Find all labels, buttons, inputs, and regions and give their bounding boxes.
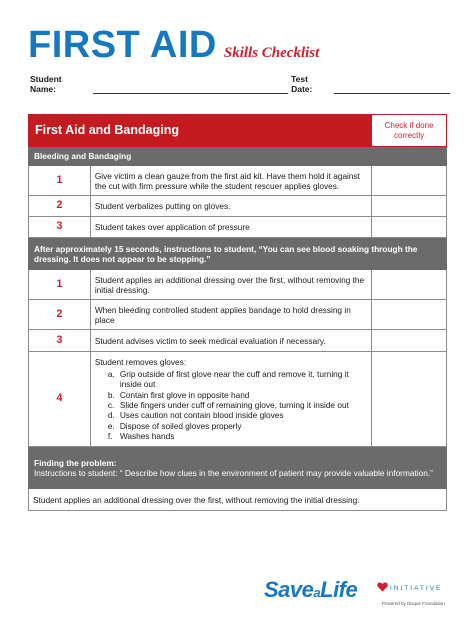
step-text: Student verbalizes putting on gloves. xyxy=(90,196,371,217)
student-info-row xyxy=(30,74,450,94)
student-name-field[interactable] xyxy=(93,85,288,94)
logo-initiative: INITIATIVE xyxy=(390,585,443,592)
step-number: 3 xyxy=(29,217,91,238)
problem-text: Instructions to student: “ Describe how clues in the environment of patient may provide valuable information.” xyxy=(34,467,433,478)
step-text: When bleeding controlled student applies bandage to hold dressing in place xyxy=(90,300,371,330)
test-date-label: Test Date: xyxy=(291,74,313,94)
instruction-row xyxy=(29,238,447,270)
step-number: 2 xyxy=(29,300,91,330)
substep-letter: f. xyxy=(107,430,113,441)
table-row xyxy=(29,330,447,352)
step-number: 1 xyxy=(29,166,91,196)
step-text xyxy=(90,352,371,447)
list-item xyxy=(108,431,367,441)
heart-icon xyxy=(377,582,388,592)
step-text: Give victim a clean gauze from the first aid kit. Have them hold it against the cut with firm pressure while the student rescuer applies gloves. xyxy=(90,166,371,196)
substep-letter: d. xyxy=(107,410,115,421)
substep-text: Washes hands xyxy=(119,430,175,441)
student-name-label: Student Name: xyxy=(30,74,62,94)
test-date-field[interactable] xyxy=(334,85,450,94)
list-item xyxy=(108,369,367,390)
check-cell[interactable] xyxy=(372,300,447,330)
problem-block xyxy=(29,447,447,489)
substep-list xyxy=(108,369,367,442)
substep-letter: a. xyxy=(107,368,115,379)
substep-text: Grip outside of first glove near the cuff and remove it, turning it inside out xyxy=(119,368,349,390)
instruction-text: After approximately 15 seconds, instructions to student, “You can see blood soaking through the dressing. It does not appear to be stopping.” xyxy=(29,238,447,270)
page-title: FIRST AID xyxy=(28,24,217,66)
step-text: Student takes over application of pressure xyxy=(90,217,371,238)
check-cell[interactable] xyxy=(372,217,447,238)
step-number: 3 xyxy=(29,330,91,352)
title-block xyxy=(28,24,319,67)
substep-text: Dispose of soiled gloves properly xyxy=(119,420,242,431)
final-row-text: Student applies an additional dressing over the first, without removing the initial dressing. xyxy=(29,489,447,511)
list-item xyxy=(108,421,367,431)
step-number: 4 xyxy=(29,352,91,447)
check-cell[interactable] xyxy=(372,196,447,217)
list-item xyxy=(108,400,367,410)
check-cell[interactable] xyxy=(372,166,447,196)
substep-letter: c. xyxy=(107,399,115,410)
page-subtitle: Skills Checklist xyxy=(223,45,320,61)
logo-powered-by: Powered by Disque Foundation xyxy=(382,601,445,606)
table-row xyxy=(29,166,447,196)
checklist-table xyxy=(28,114,447,511)
step-number: 1 xyxy=(29,270,91,300)
step-number: 2 xyxy=(29,196,91,217)
final-row xyxy=(29,489,447,511)
table-row xyxy=(29,300,447,330)
check-cell[interactable] xyxy=(372,330,447,352)
substep-text: Slide fingers under cuff of remaining glove, turning it inside out xyxy=(119,399,349,410)
step-text: Student advises victim to seek medical evaluation if necessary. xyxy=(90,330,371,352)
section-header-row xyxy=(29,147,447,166)
substep-letter: b. xyxy=(107,389,115,400)
table-title: First Aid and Bandaging xyxy=(29,115,372,147)
check-cell[interactable] xyxy=(372,352,447,447)
list-item xyxy=(108,390,367,400)
problem-heading: Finding the problem: xyxy=(34,457,117,468)
table-row xyxy=(29,217,447,238)
check-column-header: Check if done correctly xyxy=(372,115,447,147)
substep-text: Uses caution not contain blood inside gloves xyxy=(119,410,284,421)
check-cell[interactable] xyxy=(372,270,447,300)
save-a-life-logo xyxy=(264,577,448,611)
step-text: Student applies an additional dressing over the first, without removing the initial dressing. xyxy=(90,270,371,300)
logo-wordmark: SaveaLife xyxy=(264,577,358,602)
table-row xyxy=(29,196,447,217)
substep-letter: e. xyxy=(107,420,115,431)
table-row xyxy=(29,270,447,300)
table-row xyxy=(29,352,447,447)
step-intro: Student removes gloves: xyxy=(94,357,187,368)
problem-row xyxy=(29,447,447,489)
section-heading: Bleeding and Bandaging xyxy=(29,147,447,166)
list-item xyxy=(108,410,367,420)
substep-text: Contain first glove in opposite hand xyxy=(119,389,250,400)
table-header-row xyxy=(29,115,447,147)
